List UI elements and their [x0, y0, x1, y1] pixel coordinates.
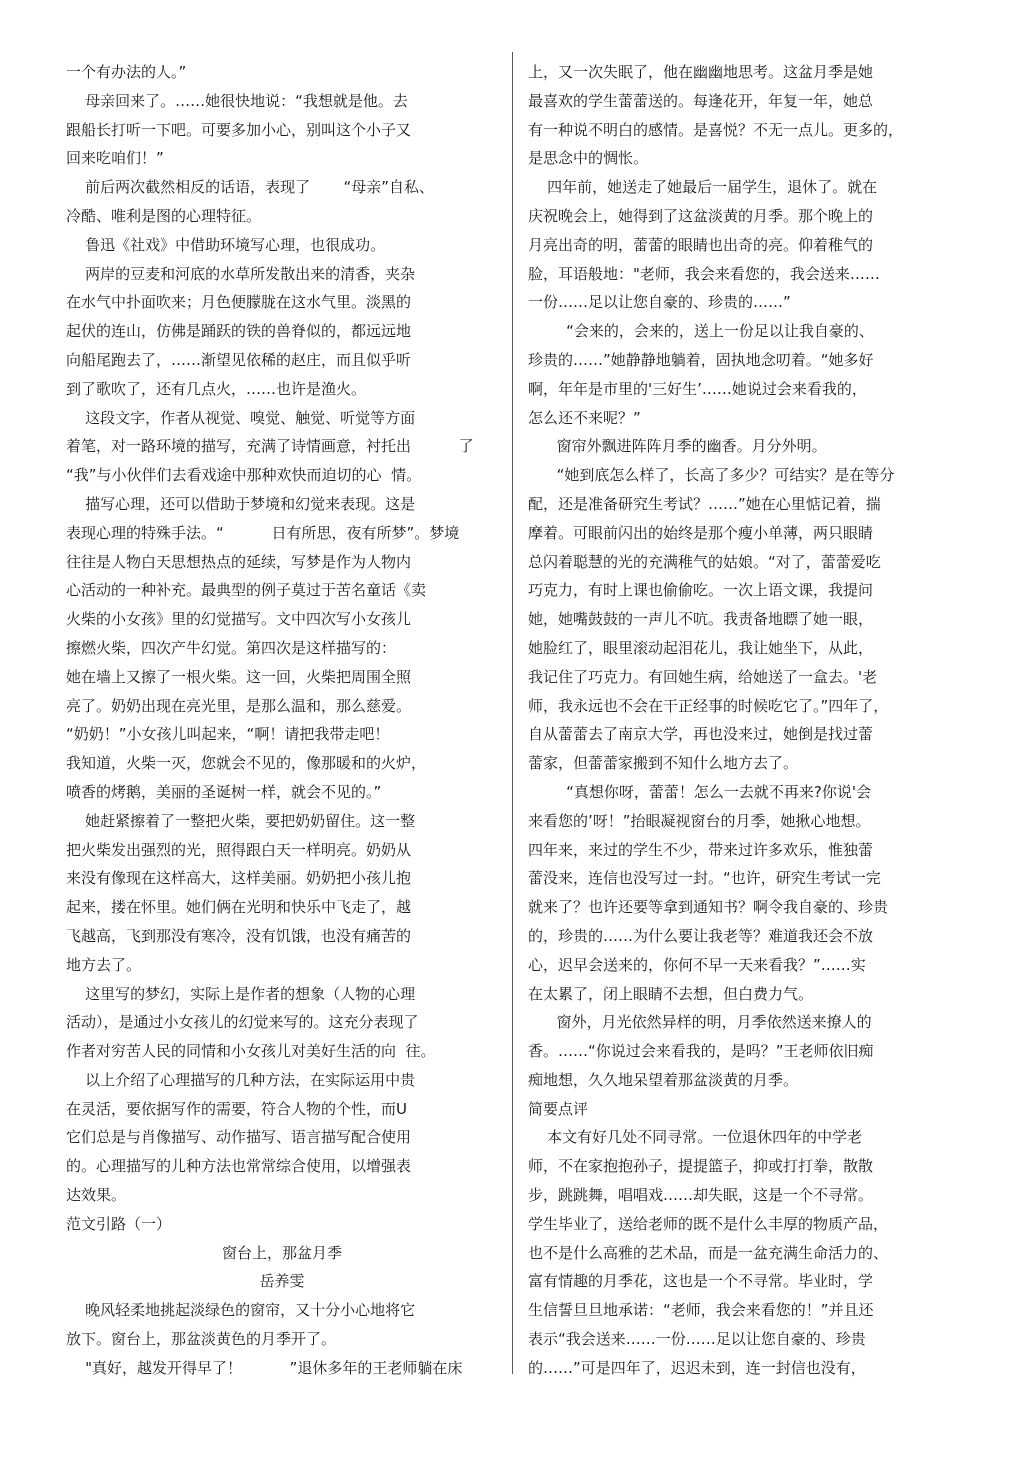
text-line: 两岸的豆麦和河底的水草所发散出来的清香，夹杂: [66, 264, 416, 283]
text-line: 也不是什么高雅的艺术品，而是一盆充满生命活力的、: [528, 1243, 889, 1262]
text-line: 最喜欢的学生蕾蕾送的。每逢花开，年复一年，她总: [528, 91, 874, 110]
text-line: 脸，耳语般地："老师，我会来看您的，我会送来……: [528, 264, 880, 283]
text-line: 有一种说不明白的感情。是喜悦？不无一点儿。更多的，: [528, 120, 904, 139]
text-line: “会来的，会来的，送上一份足以让我自豪的、: [528, 322, 874, 341]
text-line: 蕾没来，连信也没写过一封。“也许，研究生考试一完: [528, 869, 881, 888]
text-line: 她赶紧擦着了一整把火柴，要把奶奶留住。这一整: [66, 811, 416, 830]
text-line: 以上介绍了心理描写的几种方法，在实际运用中贵: [66, 1070, 416, 1089]
text-line: 这里写的梦幻，实际上是作者的想象（人物的心理: [66, 984, 416, 1003]
text-line: 蕾家，但蕾蕾家搬到不知什么地方去了。: [528, 754, 799, 773]
text-line: 亮了。奶奶出现在亮光里，是那么温和，那么慈爱。: [66, 696, 412, 715]
text-line: “她到底怎么样了，长高了多少？可结实？是在等分: [528, 466, 895, 485]
text-line: 我记住了巧克力。有回她生病，给她送了一盒去。'老: [528, 667, 878, 686]
text-line: “真想你呀，蕾蕾！怎么一去就不再来?你说'会: [528, 782, 872, 801]
text-line: 窗外，月光依然异样的明，月季依然送来撩人的: [528, 1013, 872, 1032]
text-line: 它们总是与肖像描写、动作描写、语言描写配合使用: [66, 1128, 412, 1147]
text-line: 表现心理的特殊手法。“ 日有所思，夜有所梦”。梦境: [66, 523, 460, 542]
text-line: 月亮出奇的明，蕾蕾的眼睛也出奇的亮。仰着稚气的: [528, 235, 874, 254]
text-line: 来看您的’呀！”抬眼凝视窗台的月季，她揪心地想。: [528, 811, 871, 830]
text-line: 达效果。: [66, 1186, 127, 1205]
text-line: 学生毕业了，送给老师的既不是什么丰厚的物质产品，: [528, 1214, 889, 1233]
text-line: 往往是人物白天思想热点的延续，写梦是作为人物内: [66, 552, 412, 571]
text-line: 香。……“你说过会来看我的，是吗？”王老师依旧痴: [528, 1042, 874, 1061]
text-line: 着笔，对一路环境的描写，充满了诗情画意，衬托出 了: [66, 437, 474, 456]
text-line: 范文引路（一）: [66, 1214, 172, 1233]
text-line: 她，她嘴鼓鼓的一声儿不吭。我责备地瞟了她一眼，: [528, 610, 874, 629]
text-line: 跟船长打听一下吧。可要多加小心，别叫这个小子又: [66, 120, 412, 139]
text-line: 擦燃火柴，四次产牛幻觉。第四次是这样描写的：: [66, 638, 397, 657]
text-line: 活动），是通过小女孩儿的幻觉来写的。这充分表现了: [66, 1013, 419, 1032]
text-line: 上，又一次失眠了，他在幽幽地思考。这盆月季是她: [528, 63, 874, 81]
column-divider: [512, 52, 513, 1374]
text-line: 她脸红了，眼里滚动起泪花儿，我让她坐下，从此，: [528, 638, 874, 657]
text-line: 一份……足以让您自豪的、珍贵的……”: [528, 293, 791, 312]
text-line: 前后两次截然相反的话语，表现了 “母亲”自私、: [66, 178, 434, 197]
text-line: 把火柴发出强烈的光，照得跟白天一样明亮。奶奶从: [66, 840, 412, 859]
text-line: 表示“我会送来……一份……足以让您自豪的、珍贵: [528, 1330, 866, 1349]
text-line: 回来吃咱们！”: [66, 149, 164, 168]
text-line: 心活动的一种补充。最典型的例子莫过于苦名童话《卖: [66, 581, 427, 600]
text-line: 窗帘外飘进阵阵月季的幽香。月分外明。: [528, 437, 827, 456]
text-line: 师，我永远也不会在干正经事的时候吃它了。”四年了，: [528, 696, 889, 715]
text-line: 富有情趣的月季花，这也是一个不寻常。毕业时，学: [528, 1272, 874, 1291]
text-line: 一个有办法的人。”: [66, 63, 187, 81]
text-line: 在水气中扑面吹来；月色便朦胧在这水气里。淡黑的: [66, 293, 412, 312]
text-line: 自从蕾蕾去了南京大学，再也没来过，她倒是找过蕾: [528, 725, 874, 744]
text-line: 的，珍贵的……为什么要让我老等？难道我还会不放: [528, 926, 874, 945]
text-line: 地方去了。: [66, 955, 142, 974]
text-line: “我”与小伙伴们去看戏途中那种欢快而迫切的心 情。: [66, 466, 422, 485]
text-line: 就来了？也许还要等拿到通知书？啊令我自豪的、珍贵: [528, 898, 889, 917]
text-line: "真好，越发开得早了！ ”退休多年的王老师躺在床: [66, 1358, 463, 1377]
text-line: 起来，搂在怀里。她们俩在光明和快乐中飞走了，越: [66, 898, 412, 917]
text-line: 摩着。可眼前闪出的始终是那个瘦小单薄，两只眼睛: [528, 523, 874, 542]
text-line: 起伏的连山，仿佛是踊跃的铁的兽脊似的，都远远地: [66, 322, 412, 341]
text-line: 向船尾跑去了，……渐望见依稀的赵庄，而且似乎听: [66, 350, 412, 369]
text-line: 步，跳跳舞，唱唱戏……却失眠，这是一个不寻常。: [528, 1186, 874, 1205]
text-line: 珍贵的……”她静静地躺着，固执地念叨着。“她多好: [528, 350, 874, 369]
text-line: 痴地想，久久地呆望着那盆淡黄的月季。: [528, 1070, 799, 1089]
text-line: 描写心理，还可以借助于梦境和幻觉来表现。这是: [66, 494, 416, 513]
text-line: 心，迟早会送来的，你何不早一天来看我？”……实: [528, 955, 866, 974]
text-line: 母亲回来了。……她很快地说：“我想就是他。去: [66, 91, 408, 110]
text-line: 师，不在家抱抱孙子，提提篮子，抑或打打拳，散散: [528, 1157, 874, 1176]
text-line: 到了歌吹了，还有几点火，……也许是渔火。: [66, 379, 367, 398]
text-line: 飞越高，飞到那没有寒冷，没有饥饿，也没有痛苦的: [66, 926, 412, 945]
text-line: 的……”可是四年了，迟迟未到，连一封信也没有，: [528, 1358, 866, 1377]
text-line: 生信誓旦旦地承诺：“老师，我会来看您的！”并且还: [528, 1301, 874, 1320]
text-line: 是思念中的惆怅。: [528, 149, 649, 168]
text-line: 我知道，火柴一灭，您就会不见的，像那暖和的火炉，: [66, 754, 427, 773]
text-line: 这段文字，作者从视觉、嗅觉、触觉、听觉等方面: [66, 408, 416, 427]
text-line: 简要点评: [528, 1099, 589, 1118]
text-line: 冷酷、唯利是图的心理特征。: [66, 206, 262, 225]
text-line: 本文有好几处不同寻常。一位退休四年的中学老: [528, 1128, 863, 1147]
text-line: 鲁迅《社戏》中借助环境写心理，也很成功。: [66, 235, 386, 254]
text-line: 啊，年年是市里的'三好生’……她说过会来看我的，: [528, 379, 867, 398]
left-column: [66, 58, 498, 1383]
text-line: 窗台上，那盆月季: [221, 1243, 342, 1262]
text-line: 作者对穷苦人民的同情和小女孩儿对美好生活的向 往。: [66, 1042, 436, 1061]
text-line: 配，还是准备研究生考试？……”她在心里惦记着，揣: [528, 494, 881, 513]
text-line: 巧克力，有时上课也偷偷吃。一次上语文课，我提问: [528, 581, 874, 600]
text-line: 四年来，来过的学生不少，带来过许多欢乐，惟独蕾: [528, 840, 874, 859]
text-line: 岳养雯: [259, 1272, 305, 1291]
text-line: 来没有像现在这样高大，这样美丽。奶奶把小孩儿抱: [66, 869, 412, 888]
text-line: 总闪着聪慧的光的充满稚气的姑娘。“对了，蕾蕾爱吃: [528, 552, 881, 571]
text-line: 四年前，她送走了她最后一届学生，退休了。就在: [528, 178, 878, 197]
text-line: 喷香的烤鹅，美丽的圣诞树一样，就会不见的。”: [66, 782, 382, 801]
text-line: “奶奶！”小女孩儿叫起来，“啊！请把我带走吧！: [66, 725, 390, 744]
text-line: 庆祝晚会上，她得到了这盆淡黄的月季。那个晚上的: [528, 206, 874, 225]
text-line: 在灵活，要依据写作的需要，符合人物的个性，而U: [66, 1099, 407, 1118]
text-line: 她在墙上又擦了一根火柴。这一回，火柴把周围全照: [66, 667, 412, 686]
text-line: 在太累了，闭上眼睛不去想，但白费力气。: [528, 984, 814, 1003]
text-line: 晚风轻柔地挑起淡绿色的窗帘，又十分小心地将它: [66, 1301, 416, 1320]
right-column: [528, 58, 928, 1383]
text-line: 放下。窗台上，那盆淡黄色的月季开了。: [66, 1330, 337, 1349]
text-line: 的。心理描写的儿种方法也常常综合使用，以增强表: [66, 1157, 412, 1176]
text-line: 火柴的小女孩》里的幻觉描写。文中四次写小女孩儿: [66, 610, 412, 629]
text-line: 怎么还不来呢？”: [528, 408, 641, 427]
